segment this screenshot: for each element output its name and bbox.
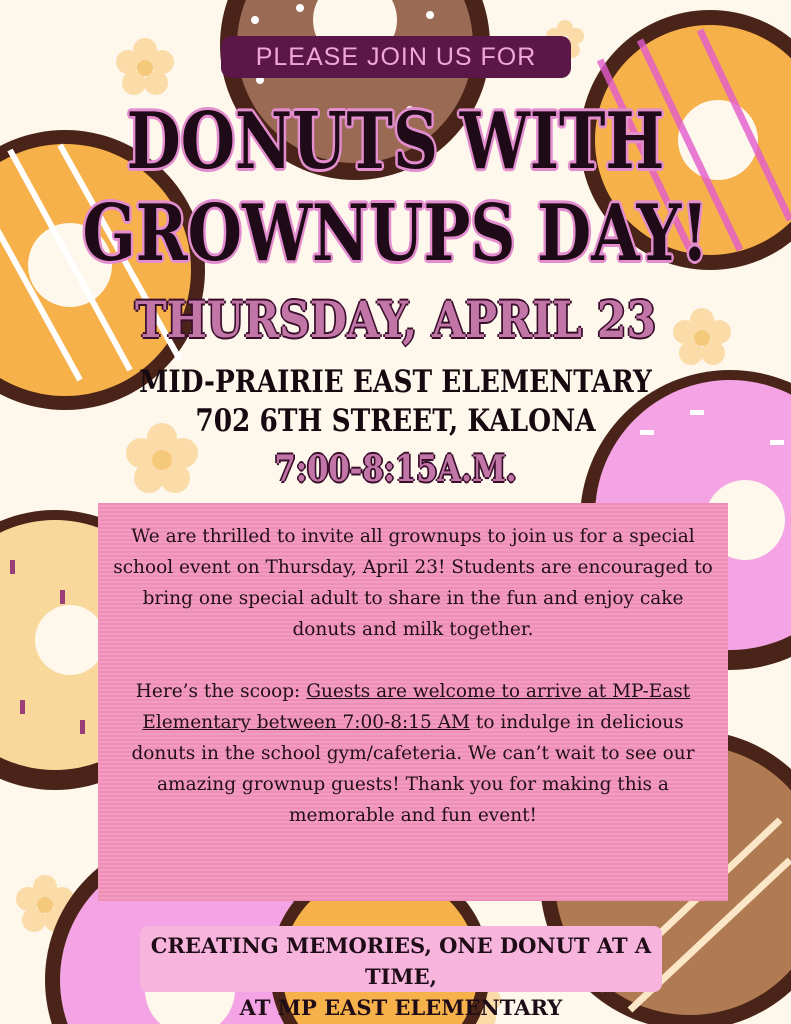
scoop-details: to indulge in delicious donuts in the school gym/cafeteria. We can’t wait to see our amazing grownup guests! Thank you for making this a memorable and fun event!: [131, 712, 695, 826]
scoop-intro: Here’s the scoop:: [135, 681, 307, 702]
tagline-line-1: CREATING MEMORIES, ONE DONUT AT A TIME,: [150, 933, 652, 989]
scoop-paragraph: [112, 676, 714, 831]
footer-tagline: [140, 926, 662, 1020]
school-address: 702 6TH STREET, KALONA: [195, 403, 596, 439]
details-card: [98, 503, 728, 901]
tagline-line-2: AT MP EAST ELEMENTARY: [239, 995, 563, 1020]
event-time: 7:00-8:15A.M.: [274, 448, 517, 490]
invite-banner: PLEASE JOIN US FOR: [221, 36, 571, 78]
arrival-info: Guests are welcome to arrive at MP-East Elementary between 7:00-8:15 AM: [142, 681, 691, 733]
event-title-line-2: GROWNUPS DAY!: [82, 188, 709, 279]
invitation-paragraph: We are thrilled to invite all grownups to join us for a special school event on Thursday, April 23! Students are encouraged to bring one special adult to share in the fun and enjoy cake donuts and milk together.: [113, 526, 713, 640]
school-name: MID-PRAIRIE EAST ELEMENTARY: [139, 364, 652, 400]
event-date: THURSDAY, APRIL 23: [135, 290, 656, 349]
event-title-line-1: DONUTS WITH: [126, 96, 665, 187]
